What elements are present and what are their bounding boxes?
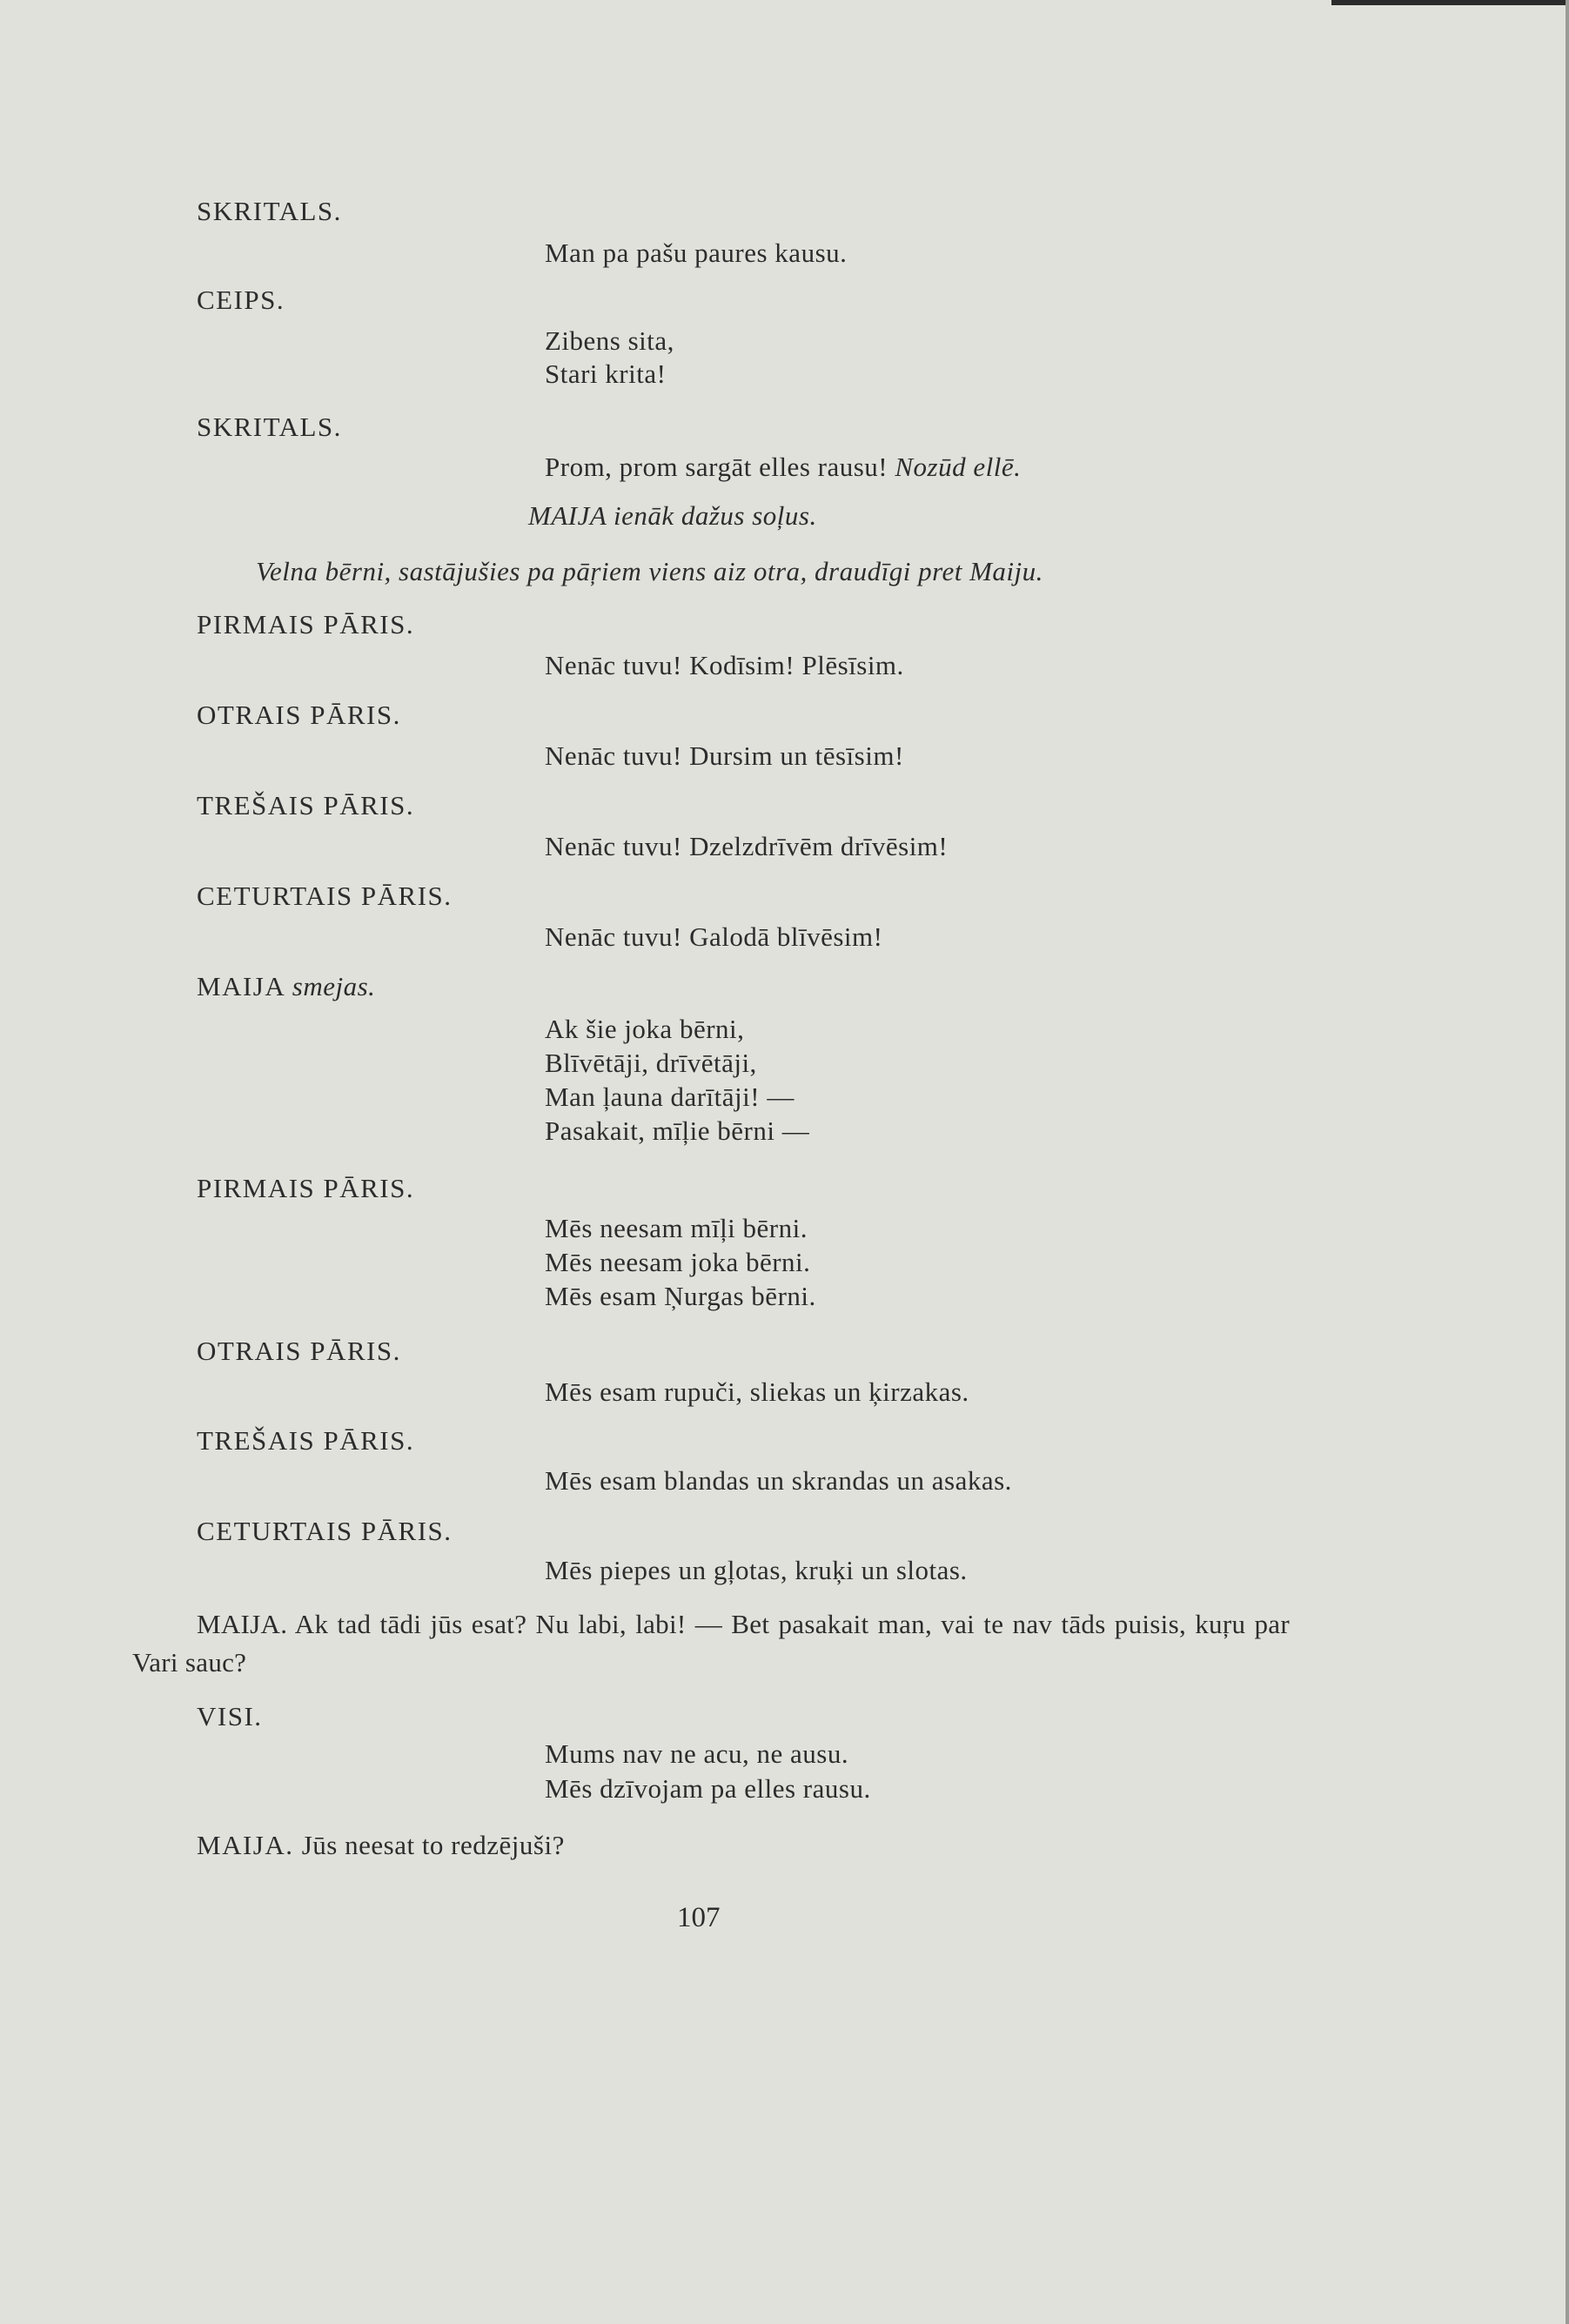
dialogue-line: Mēs esam blandas un skrandas un asakas. bbox=[545, 1465, 1012, 1496]
speaker-name: TREŠAIS PĀRIS. bbox=[197, 790, 415, 820]
dialogue-line: Man pa pašu paures kausu. bbox=[545, 238, 848, 268]
dialogue-line: Mēs piepes un gļotas, kruķi un slotas. bbox=[545, 1555, 968, 1585]
dialogue-line: Zibens sita, bbox=[545, 325, 674, 356]
dialogue-line: Stari krita! bbox=[545, 358, 667, 389]
speaker-name: SKRITALS. bbox=[197, 196, 342, 226]
speaker-name: CEIPS. bbox=[197, 285, 285, 315]
dialogue-line: Man ļauna darītāji! — bbox=[545, 1082, 795, 1112]
speaker-name: CETURTAIS PĀRIS. bbox=[197, 881, 453, 911]
speaker-name: OTRAIS PĀRIS. bbox=[197, 700, 401, 730]
speaker-name bbox=[197, 968, 375, 1006]
speaker-name: TREŠAIS PĀRIS. bbox=[197, 1425, 415, 1456]
dialogue-line: Mēs esam Ņurgas bērni. bbox=[545, 1281, 816, 1311]
dialogue-line bbox=[545, 448, 1021, 486]
prose-paragraph: MAIJA. Ak tad tādi jūs esat? Nu labi, labi! — Bet pasakait man, vai te nav tāds puisis, kuŗu par Vari sauc? bbox=[132, 1609, 1290, 1678]
dialogue-line: Nenāc tuvu! Galodā blīvēsim! bbox=[545, 921, 883, 952]
speaker-label: MAIJA. bbox=[197, 1830, 294, 1860]
speaker-name: OTRAIS PĀRIS. bbox=[197, 1336, 401, 1366]
speaker-name: PIRMAIS PĀRIS. bbox=[197, 1173, 415, 1203]
scan-edge-right bbox=[1566, 0, 1569, 2324]
dialogue-line: Mums nav ne acu, ne ausu. bbox=[545, 1738, 849, 1769]
speaker-name: CETURTAIS PĀRIS. bbox=[197, 1516, 453, 1546]
dialogue-line: Mēs esam rupuči, sliekas un ķirzakas. bbox=[545, 1376, 969, 1407]
dialogue-line: Pasakait, mīļie bērni — bbox=[545, 1115, 810, 1146]
dialogue-line: Blīvētāji, drīvētāji, bbox=[545, 1048, 757, 1078]
stage-direction: Nozūd ellē. bbox=[895, 452, 1022, 482]
dialogue-line: Nenāc tuvu! Kodīsim! Plēsīsim. bbox=[545, 650, 904, 680]
speaker-name: VISI. bbox=[197, 1701, 263, 1731]
dialogue-line bbox=[197, 1826, 565, 1865]
dialogue-line: Nenāc tuvu! Dursim un tēsīsim! bbox=[545, 740, 904, 771]
dialogue-line: Nenāc tuvu! Dzelzdrīvēm drīvēsim! bbox=[545, 831, 949, 861]
stage-direction: MAIJA ienāk dažus soļus. bbox=[528, 500, 817, 531]
dialogue-line: Mēs neesam mīļi bērni. bbox=[545, 1213, 808, 1243]
speaker-name: SKRITALS. bbox=[197, 412, 342, 442]
stage-direction: smejas. bbox=[292, 971, 376, 1001]
stage-direction: Velna bērni, sastājušies pa pāŗiem viens aiz otra, draudīgi pret Maiju. bbox=[256, 556, 1043, 586]
dialogue-line: Mēs dzīvojam pa elles rausu. bbox=[545, 1773, 871, 1804]
dialogue-line: Mēs neesam joka bērni. bbox=[545, 1247, 811, 1277]
dialogue-text: Jūs neesat to redzējuši? bbox=[301, 1830, 565, 1860]
dialogue-text: Prom, prom sargāt elles rausu! bbox=[545, 452, 888, 482]
speaker-name: PIRMAIS PĀRIS. bbox=[197, 609, 415, 640]
speaker-label: MAIJA bbox=[197, 971, 285, 1001]
page-number: 107 bbox=[677, 1902, 721, 1933]
dialogue-line: Ak šie joka bērni, bbox=[545, 1014, 745, 1044]
scan-edge-top bbox=[1331, 0, 1569, 5]
